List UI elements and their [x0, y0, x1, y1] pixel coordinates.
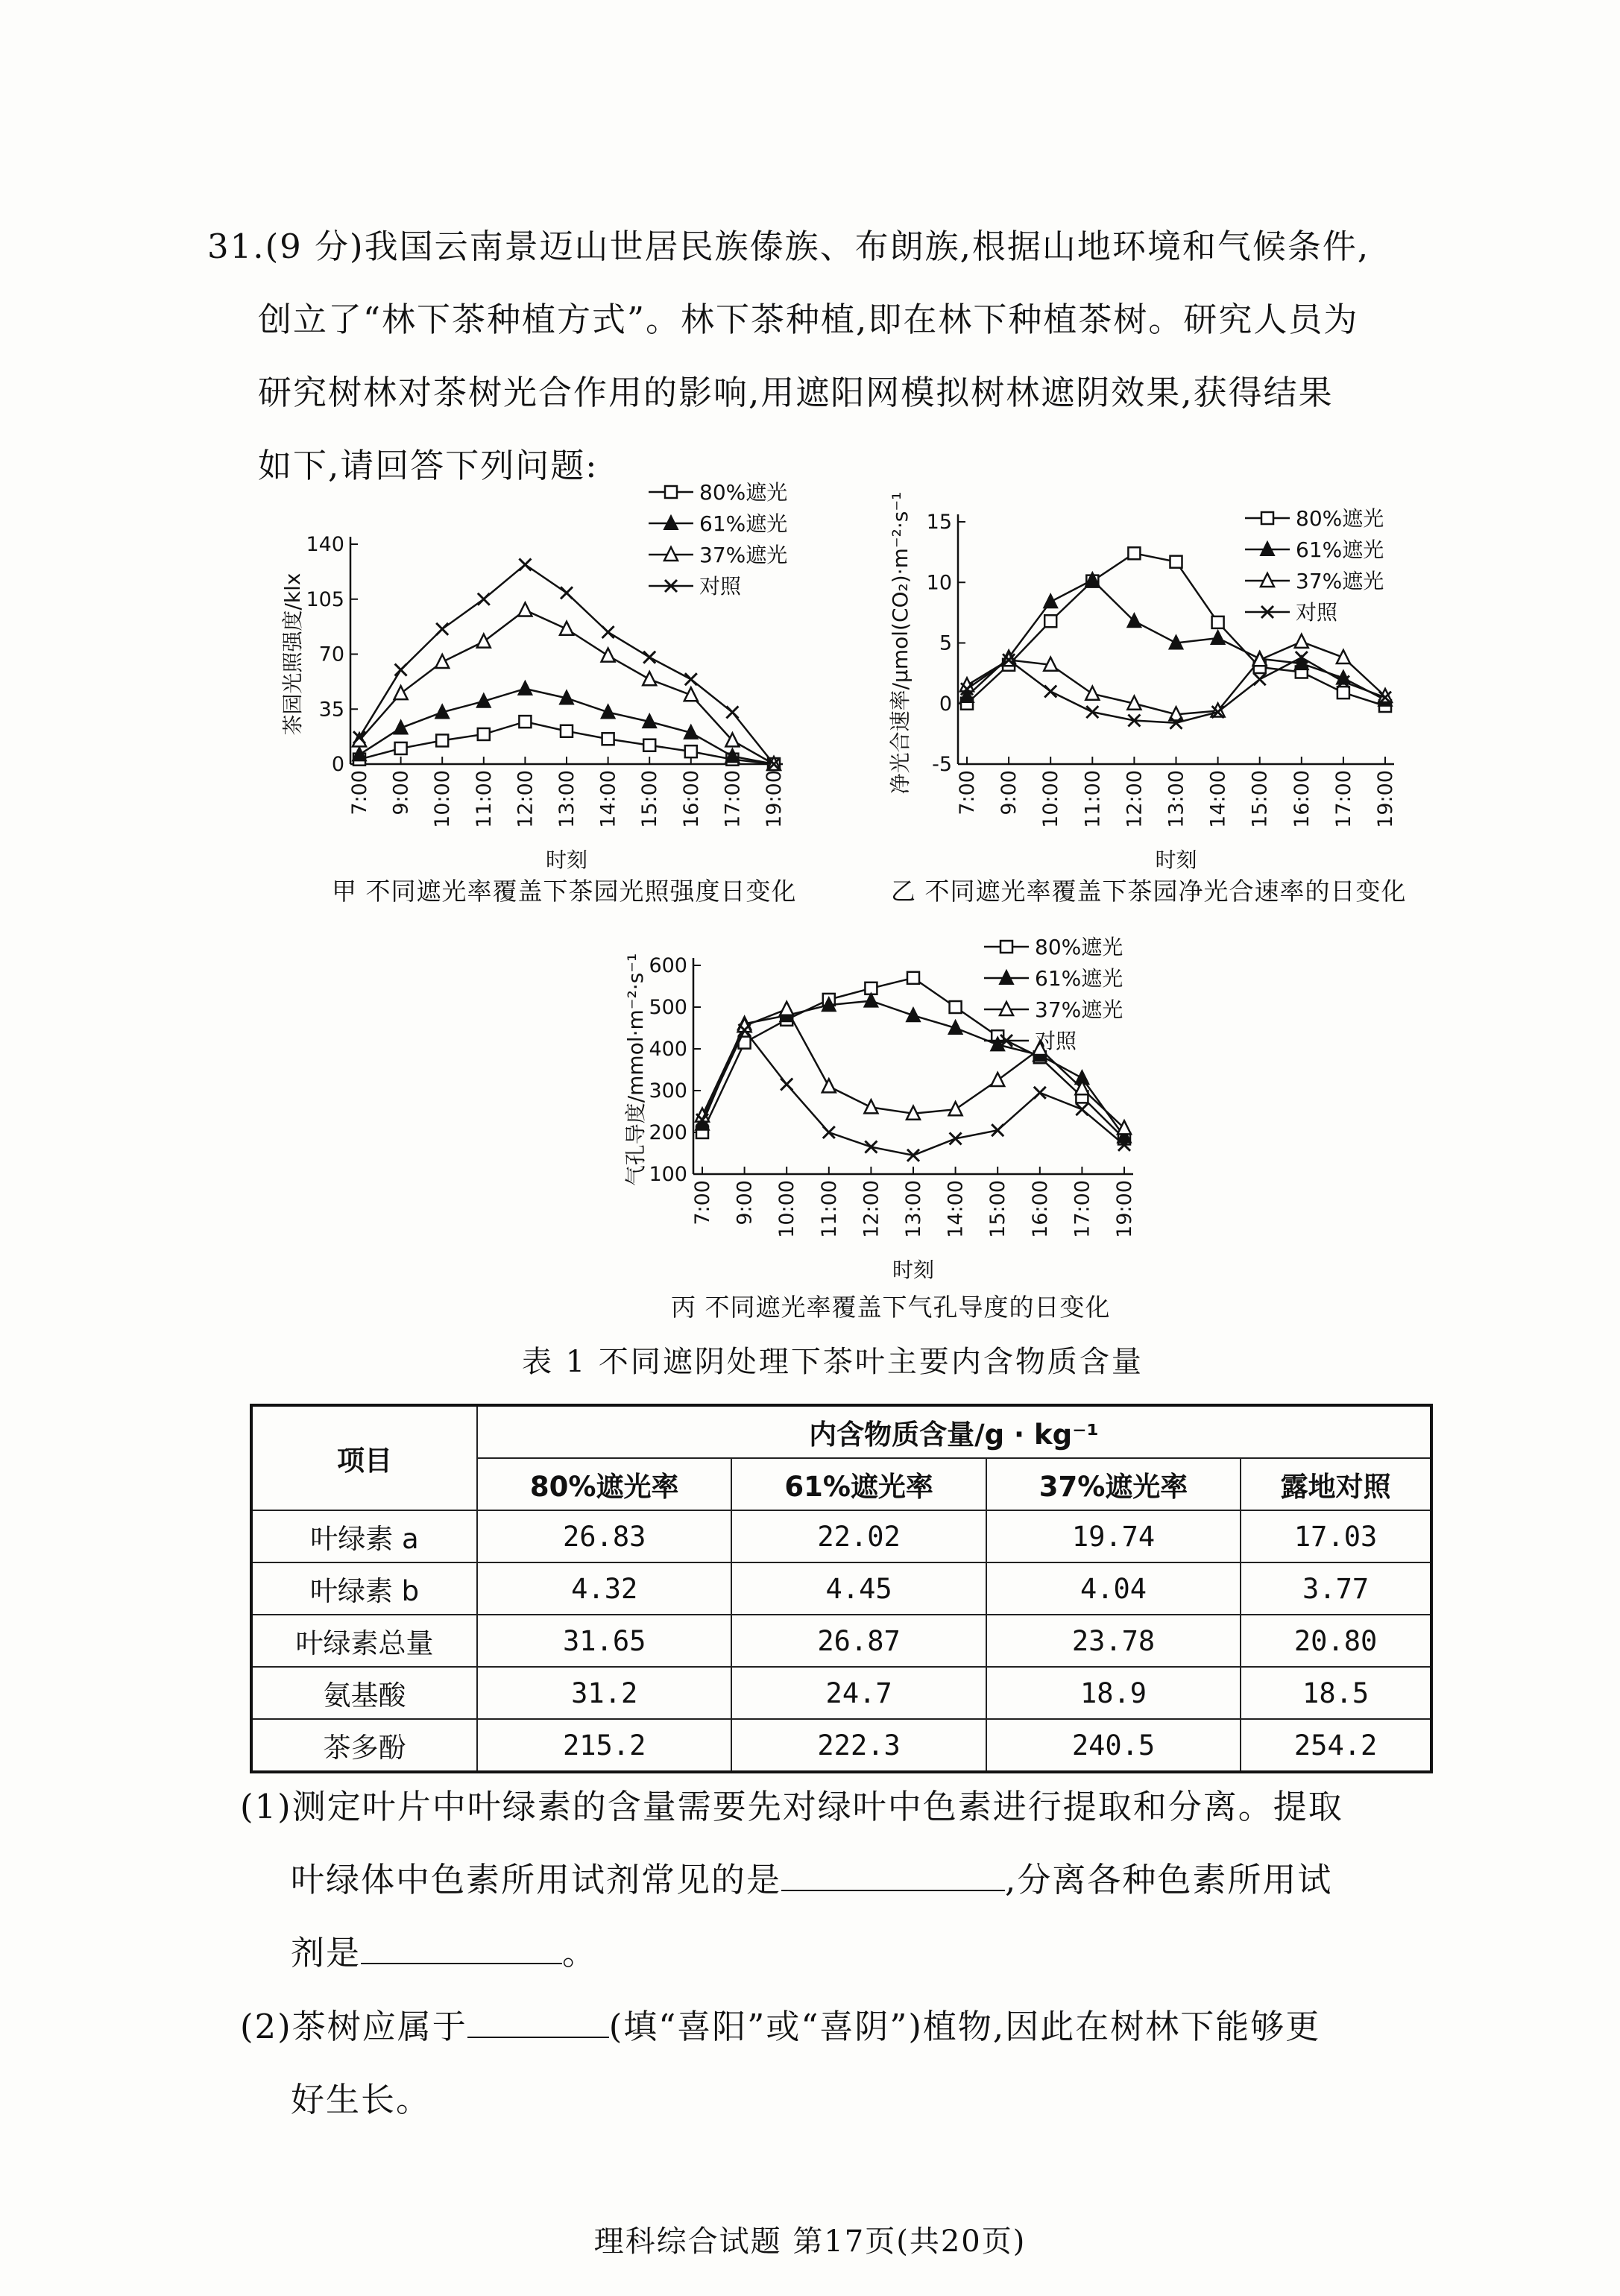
chart-jia-data-point — [685, 673, 697, 685]
chart-jia-legend-label: 37%遮光 — [699, 543, 788, 567]
chart-jia-x-tick-label: 14:00 — [596, 770, 620, 828]
header-item: 项目 — [251, 1405, 477, 1510]
column-header: 61%遮光率 — [731, 1458, 986, 1510]
chart-jia-legend-marker — [665, 486, 677, 498]
sub2-line-1a: (2)茶树应属于 — [240, 2007, 467, 2046]
chart-bing-x-tick-label: 16:00 — [1028, 1180, 1052, 1238]
chart-yi-legend-label: 61%遮光 — [1296, 537, 1384, 562]
chart-bing-data-point — [949, 1102, 962, 1115]
chart-bing-data-point — [1034, 1087, 1046, 1099]
chart-bing-x-tick-label: 12:00 — [860, 1180, 883, 1238]
chart-bing-legend-marker — [1000, 941, 1012, 953]
chart-jia-y-tick-label: 0 — [331, 753, 344, 776]
chart-yi-x-tick-label: 14:00 — [1206, 770, 1230, 828]
chart-yi-data-point — [1295, 634, 1308, 648]
cell-value: 22.02 — [731, 1510, 986, 1562]
question-line-1: 31.(9 分)我国云南景迈山世居民族傣族、布朗族,根据山地环境和气候条件, — [207, 227, 1370, 266]
cell-value: 19.74 — [986, 1510, 1241, 1562]
chart-jia — [268, 477, 850, 872]
chart-jia-data-point — [478, 593, 490, 605]
sub1-line-2 — [240, 1844, 1470, 1917]
chart-bing-data-point — [823, 1126, 835, 1138]
chart-bing-data-point — [950, 1001, 962, 1013]
chart-yi-x-tick-label: 19:00 — [1374, 770, 1397, 828]
row-label: 氨基酸 — [251, 1667, 477, 1719]
chart-jia-legend-label: 80%遮光 — [699, 480, 788, 505]
chart-bing-x-tick-label: 14:00 — [944, 1180, 968, 1238]
chart-yi-x-tick-label: 16:00 — [1290, 770, 1314, 828]
chart-jia-svg — [268, 477, 850, 872]
chart-jia-data-point — [394, 686, 408, 699]
chart-yi-x-tick-label: 7:00 — [956, 770, 979, 816]
cell-value: 23.78 — [986, 1615, 1241, 1667]
chart-jia-data-point — [643, 672, 656, 685]
chart-yi-legend-label: 80%遮光 — [1296, 506, 1384, 531]
column-header: 露地对照 — [1241, 1458, 1431, 1510]
chart-yi-data-point — [1044, 686, 1056, 698]
chart-jia-data-point — [560, 622, 573, 635]
row-label: 叶绿素总量 — [251, 1615, 477, 1667]
chart-jia-x-tick-label: 17:00 — [721, 770, 745, 828]
chart-jia-data-point — [602, 626, 614, 638]
column-header: 80%遮光率 — [477, 1458, 731, 1510]
answer-blank-extraction-reagent[interactable] — [781, 1860, 1005, 1891]
cell-value: 20.80 — [1241, 1615, 1431, 1667]
chart-bing-legend-label: 80%遮光 — [1035, 935, 1123, 959]
chart-jia-data-point — [561, 725, 573, 737]
cell-value: 31.2 — [477, 1667, 731, 1719]
chart-bing-y-tick-label: 400 — [649, 1038, 687, 1061]
chart-yi-caption: 乙 不同遮光率覆盖下茶园净光合速率的日变化 — [891, 877, 1407, 906]
chart-yi-data-point — [1337, 650, 1350, 663]
chart-jia-legend-label: 对照 — [699, 574, 742, 599]
column-header: 37%遮光率 — [986, 1458, 1241, 1510]
chart-jia-data-point — [561, 587, 573, 599]
chart-yi-x-axis-title: 时刻 — [1155, 848, 1197, 872]
row-label: 叶绿素 b — [251, 1562, 477, 1615]
chart-yi-data-point — [1212, 616, 1224, 628]
chart-bing-y-tick-label: 200 — [649, 1121, 687, 1144]
chart-yi-x-tick-label: 9:00 — [997, 770, 1021, 816]
cell-value: 4.45 — [731, 1562, 986, 1615]
table-header-row-1 — [251, 1405, 1431, 1458]
chart-jia-data-point — [684, 687, 698, 701]
chart-jia-data-point — [602, 733, 614, 745]
chart-jia-data-point — [643, 652, 655, 663]
content-table — [250, 1404, 1433, 1773]
chart-bing-legend-label: 37%遮光 — [1035, 997, 1123, 1022]
chart-jia-y-axis-title: 茶园光照强度/klx — [280, 573, 305, 736]
chart-yi-legend-label: 对照 — [1296, 600, 1338, 625]
sub2-line-1 — [240, 1990, 1470, 2063]
answer-blank-plant-type[interactable] — [467, 2007, 609, 2038]
chart-yi-legend-label: 37%遮光 — [1296, 569, 1384, 593]
cell-value: 4.32 — [477, 1562, 731, 1615]
chart-jia-data-point — [395, 664, 407, 676]
table-row — [251, 1562, 1431, 1615]
chart-yi-y-axis-title: 净光合速率/μmol(CO₂)·m⁻²·s⁻¹ — [888, 491, 913, 795]
chart-yi-data-point — [1085, 687, 1099, 700]
chart-yi-y-tick-label: 10 — [926, 571, 952, 595]
chart-jia-x-tick-label: 16:00 — [679, 770, 703, 828]
chart-jia-data-point — [477, 634, 491, 648]
question-31-stem — [207, 210, 1460, 502]
question-line-4: 如下,请回答下列问题: — [258, 446, 599, 485]
chart-yi-series-line — [967, 642, 1385, 715]
chart-jia-caption: 甲 不同遮光率覆盖下茶园光照强度日变化 — [332, 877, 797, 906]
chart-jia-x-tick-label: 9:00 — [389, 770, 413, 816]
chart-jia-data-point — [685, 745, 697, 757]
chart-bing-data-point — [864, 994, 877, 1007]
chart-jia-data-point — [518, 681, 532, 695]
chart-yi-y-tick-label: 0 — [939, 692, 952, 716]
chart-yi-data-point — [1337, 687, 1349, 698]
chart-yi-data-point — [1044, 594, 1057, 608]
cell-value: 254.2 — [1241, 1719, 1431, 1772]
cell-value: 240.5 — [986, 1719, 1241, 1772]
chart-yi-x-tick-label: 15:00 — [1248, 770, 1272, 828]
chart-jia-y-tick-label: 140 — [306, 533, 344, 556]
sub-question-2 — [240, 1990, 1470, 2136]
chart-jia-x-tick-label: 13:00 — [555, 770, 579, 828]
chart-yi — [872, 477, 1469, 872]
chart-jia-x-tick-label: 12:00 — [514, 770, 538, 828]
question-line-2: 创立了“林下茶种植方式”。林下茶种植,即在林下种植茶树。研究人员为 — [258, 300, 1359, 339]
chart-bing-data-point — [780, 1002, 793, 1015]
chart-yi-y-tick-label: 5 — [939, 631, 952, 655]
chart-yi-x-tick-label: 12:00 — [1123, 770, 1147, 828]
chart-jia-data-point — [395, 742, 407, 754]
cell-value: 18.9 — [986, 1667, 1241, 1719]
chart-jia-x-tick-label: 15:00 — [638, 770, 662, 828]
chart-bing-legend-label: 对照 — [1035, 1029, 1077, 1053]
cell-value: 26.83 — [477, 1510, 731, 1562]
chart-bing-data-point — [907, 972, 919, 984]
chart-bing-x-tick-label: 13:00 — [902, 1180, 925, 1238]
cell-value: 31.65 — [477, 1615, 731, 1667]
chart-bing-data-point — [1076, 1103, 1088, 1115]
chart-bing-x-tick-label: 15:00 — [986, 1180, 1010, 1238]
chart-bing-x-tick-label: 11:00 — [817, 1180, 841, 1238]
chart-jia-data-point — [394, 721, 408, 734]
sub2-line-2: 好生长。 — [291, 2080, 432, 2119]
chart-yi-x-tick-label: 17:00 — [1331, 770, 1355, 828]
chart-jia-legend-label: 61%遮光 — [699, 511, 788, 536]
chart-jia-data-point — [435, 655, 449, 668]
chart-jia-data-point — [519, 716, 531, 728]
chart-jia-data-point — [643, 739, 655, 751]
chart-bing-caption: 丙 不同遮光率覆盖下气孔导度的日变化 — [671, 1293, 1111, 1322]
chart-bing-data-point — [864, 1100, 877, 1113]
chart-yi-x-tick-label: 11:00 — [1081, 770, 1105, 828]
table-title: 表 1 不同遮阴处理下茶叶主要内含物质含量 — [522, 1345, 1144, 1379]
cell-value: 222.3 — [731, 1719, 986, 1772]
chart-jia-data-point — [436, 734, 448, 746]
chart-bing — [589, 928, 1185, 1286]
table-row — [251, 1615, 1431, 1667]
cell-value: 18.5 — [1241, 1667, 1431, 1719]
chart-jia-y-tick-label: 70 — [318, 643, 344, 666]
cell-value: 4.04 — [986, 1562, 1241, 1615]
sub1-line-3a: 剂是 — [291, 1933, 362, 1972]
chart-jia-data-point — [436, 623, 448, 635]
cell-value: 17.03 — [1241, 1510, 1431, 1562]
table-row — [251, 1719, 1431, 1772]
chart-jia-data-point — [518, 603, 532, 616]
chart-bing-y-axis-title: 气孔导度/mmol·m⁻²·s⁻¹ — [623, 953, 648, 1187]
chart-jia-x-tick-label: 19:00 — [763, 770, 786, 828]
row-label: 叶绿素 a — [251, 1510, 477, 1562]
chart-bing-svg — [589, 928, 1185, 1286]
chart-yi-data-point — [1170, 556, 1182, 568]
chart-jia-y-tick-label: 35 — [318, 698, 344, 722]
chart-yi-x-tick-label: 13:00 — [1164, 770, 1188, 828]
table-row — [251, 1667, 1431, 1719]
chart-jia-data-point — [519, 558, 531, 570]
chart-jia-data-point — [602, 649, 615, 662]
chart-bing-x-axis-title: 时刻 — [892, 1258, 935, 1282]
cell-value: 24.7 — [731, 1667, 986, 1719]
chart-jia-x-tick-label: 10:00 — [431, 770, 455, 828]
sub1-line-3b: 。 — [562, 1933, 598, 1972]
sub1-line-2a: 叶绿体中色素所用试剂常见的是 — [291, 1860, 782, 1899]
table-row — [251, 1510, 1431, 1562]
chart-bing-data-point — [991, 1073, 1004, 1086]
chart-yi-y-tick-label: 15 — [926, 511, 952, 534]
chart-yi-data-point — [1211, 631, 1225, 644]
chart-yi-legend-marker — [1261, 512, 1273, 524]
sub2-line-1b: (填“喜阳”或“喜阴”)植物,因此在树林下能够更 — [608, 2007, 1321, 2046]
chart-jia-data-point — [478, 728, 490, 740]
sub1-line-2b: ,分离各种色素所用试 — [1005, 1860, 1333, 1899]
chart-bing-y-tick-label: 500 — [649, 996, 687, 1019]
chart-bing-x-tick-label: 19:00 — [1113, 1180, 1136, 1238]
sub1-line-3 — [240, 1917, 1470, 1990]
page-footer: 理科综合试题 第17页(共20页) — [593, 2224, 1027, 2259]
chart-bing-x-tick-label: 10:00 — [775, 1180, 799, 1238]
question-line-3: 研究树林对茶树光合作用的影响,用遮阳网模拟树林遮阴效果,获得结果 — [258, 373, 1334, 412]
sub1-line-1: (1)测定叶片中叶绿素的含量需要先对绿叶中色素进行提取和分离。提取 — [240, 1787, 1343, 1826]
chart-jia-y-tick-label: 105 — [306, 587, 344, 611]
chart-bing-y-tick-label: 300 — [649, 1079, 687, 1103]
cell-value: 3.77 — [1241, 1562, 1431, 1615]
chart-jia-x-tick-label: 11:00 — [472, 770, 496, 828]
sub-question-1 — [240, 1770, 1470, 1990]
chart-bing-x-tick-label: 17:00 — [1071, 1180, 1094, 1238]
chart-bing-y-tick-label: 100 — [649, 1163, 687, 1186]
chart-yi-data-point — [1254, 673, 1266, 685]
chart-jia-x-tick-label: 7:00 — [348, 770, 371, 816]
chart-bing-data-point — [781, 1079, 792, 1091]
header-group: 内含物质含量/g · kg⁻¹ — [477, 1405, 1431, 1458]
chart-yi-data-point — [1128, 547, 1140, 559]
chart-jia-data-point — [726, 706, 738, 718]
chart-bing-y-tick-label: 600 — [649, 954, 687, 977]
cell-value: 215.2 — [477, 1719, 731, 1772]
chart-bing-x-tick-label: 9:00 — [733, 1180, 757, 1226]
chart-yi-data-point — [1044, 615, 1056, 627]
chart-yi-y-tick-label: -5 — [932, 753, 952, 776]
chart-jia-x-axis-title: 时刻 — [545, 848, 588, 872]
answer-blank-separation-reagent[interactable] — [361, 1933, 562, 1964]
chart-bing-legend-label: 61%遮光 — [1035, 966, 1123, 991]
chart-bing-data-point — [822, 1079, 836, 1092]
chart-bing-x-tick-label: 7:00 — [691, 1180, 714, 1226]
cell-value: 26.87 — [731, 1615, 986, 1667]
chart-yi-x-tick-label: 10:00 — [1039, 770, 1063, 828]
chart-yi-svg — [872, 477, 1469, 872]
row-label: 茶多酚 — [251, 1719, 477, 1772]
